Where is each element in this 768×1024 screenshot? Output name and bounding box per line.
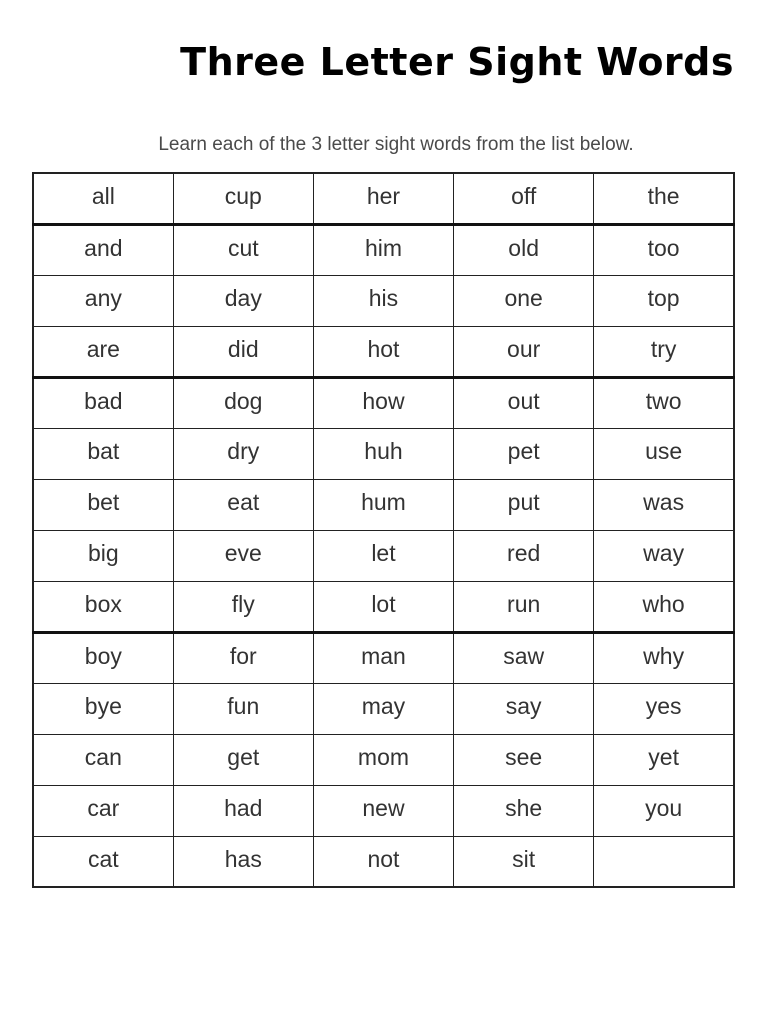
table-row [33,326,734,377]
word-cell: way [594,530,734,581]
word-cell: cup [173,173,313,224]
table-row [33,683,734,734]
word-cell: not [313,836,453,887]
word-cell: she [454,785,594,836]
table-row [33,581,734,632]
word-cell: saw [454,632,594,683]
word-cell: car [33,785,173,836]
word-cell: was [594,479,734,530]
word-cell: who [594,581,734,632]
word-cell: bet [33,479,173,530]
word-cell: for [173,632,313,683]
table-row [33,836,734,887]
word-cell: pet [454,428,594,479]
word-cell: cat [33,836,173,887]
table-row [33,428,734,479]
word-cell: new [313,785,453,836]
table-row [33,479,734,530]
table-row [33,173,734,224]
word-cell: bye [33,683,173,734]
word-cell: any [33,275,173,326]
word-cell: big [33,530,173,581]
word-cell: her [313,173,453,224]
word-cell: eat [173,479,313,530]
word-cell: cut [173,224,313,275]
word-cell: dry [173,428,313,479]
word-cell: man [313,632,453,683]
word-cell: his [313,275,453,326]
word-cell: mom [313,734,453,785]
word-cell: bat [33,428,173,479]
word-cell: say [454,683,594,734]
word-cell: dog [173,377,313,428]
table-row [33,785,734,836]
word-cell: hum [313,479,453,530]
word-cell: had [173,785,313,836]
word-cell: may [313,683,453,734]
word-cell: hot [313,326,453,377]
word-cell: red [454,530,594,581]
table-row [33,632,734,683]
word-cell: our [454,326,594,377]
word-cell: let [313,530,453,581]
word-cell: lot [313,581,453,632]
word-cell: try [594,326,734,377]
word-cell: yes [594,683,734,734]
word-cell: did [173,326,313,377]
word-cell: boy [33,632,173,683]
word-cell: eve [173,530,313,581]
word-cell: all [33,173,173,224]
word-cell: run [454,581,594,632]
word-cell: him [313,224,453,275]
word-cell: huh [313,428,453,479]
sight-words-table [32,172,735,888]
word-cell: two [594,377,734,428]
word-cell: the [594,173,734,224]
word-cell: bad [33,377,173,428]
word-cell: are [33,326,173,377]
word-cell: day [173,275,313,326]
word-cell: can [33,734,173,785]
table-row [33,224,734,275]
word-cell: yet [594,734,734,785]
word-cell: and [33,224,173,275]
word-cell: use [594,428,734,479]
word-cell: too [594,224,734,275]
word-cell: off [454,173,594,224]
word-cell: why [594,632,734,683]
table-row [33,734,734,785]
word-cell: fly [173,581,313,632]
word-cell: one [454,275,594,326]
word-cell: old [454,224,594,275]
table-row [33,275,734,326]
word-cell: how [313,377,453,428]
word-cell: you [594,785,734,836]
word-cell: see [454,734,594,785]
table-row [33,530,734,581]
word-cell: put [454,479,594,530]
instructions-text: Learn each of the 3 letter sight words from the list below. [158,134,634,155]
word-cell: top [594,275,734,326]
page-title: Three Letter Sight Words [180,40,734,84]
word-cell [594,836,734,887]
word-cell: out [454,377,594,428]
table-row [33,377,734,428]
word-cell: sit [454,836,594,887]
word-cell: has [173,836,313,887]
word-cell: get [173,734,313,785]
word-cell: box [33,581,173,632]
word-cell: fun [173,683,313,734]
